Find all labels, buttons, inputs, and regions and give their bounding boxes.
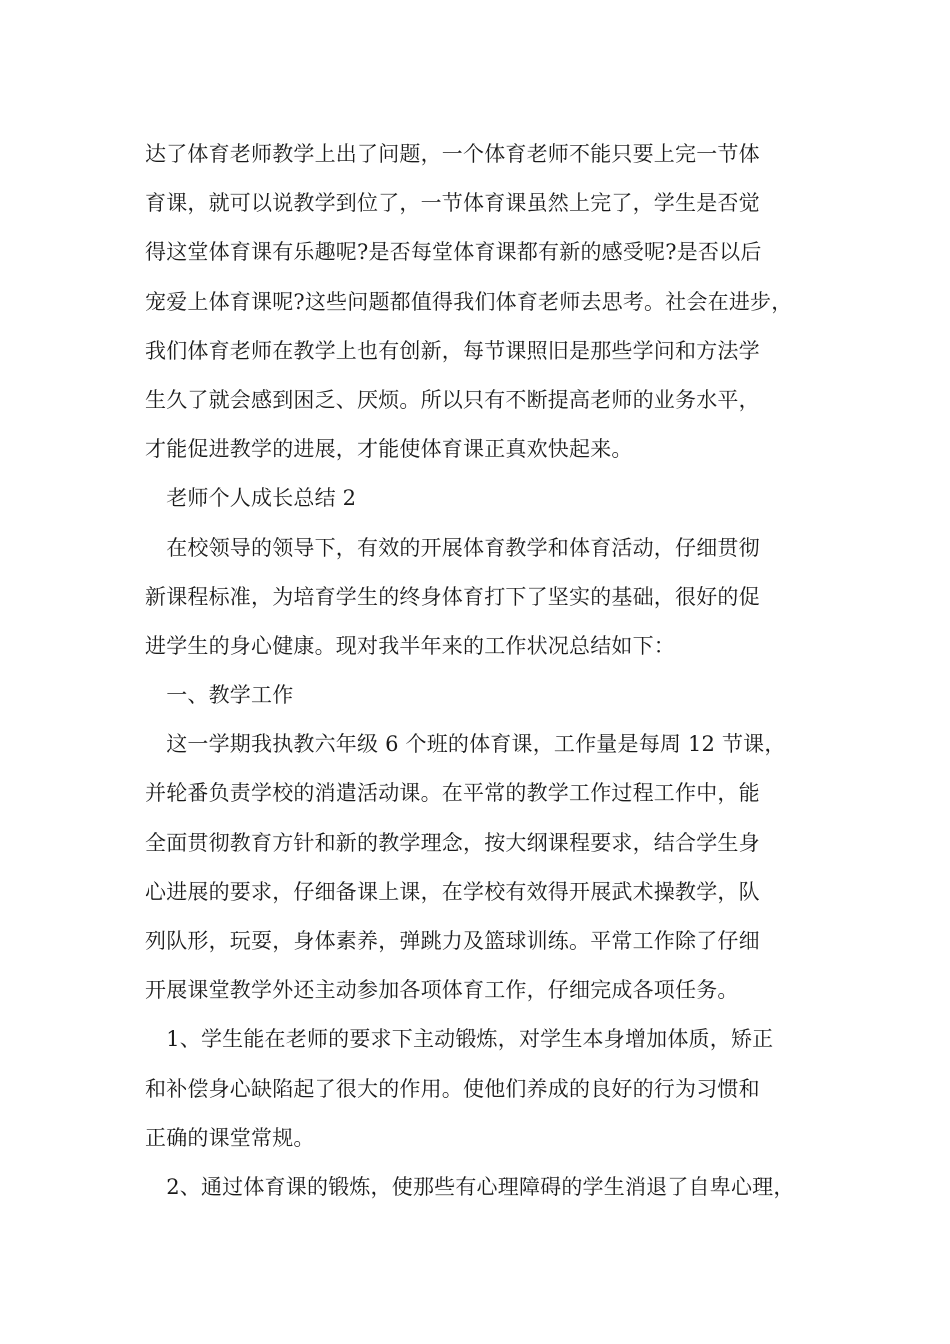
text-line: 这一学期我执教六年级 6 个班的体育课，工作量是每周 12 节课， xyxy=(145,732,786,757)
list-item-line: 2、通过体育课的锻炼，使那些有心理障碍的学生消退了自卑心理， xyxy=(145,1174,795,1199)
text-line: 才能促进教学的进展，才能使体育课正真欢快起来。 xyxy=(145,437,633,462)
text-line: 新课程标准，为培育学生的终身体育打下了坚实的基础，很好的促 xyxy=(145,584,760,609)
text-line: 并轮番负责学校的消遣活动课。在平常的教学工作过程工作中，能 xyxy=(145,781,760,806)
body-text xyxy=(145,130,817,1212)
text-line: 育课，就可以说教学到位了，一节体育课虽然上完了，学生是否觉 xyxy=(145,191,760,216)
text-line: 达了体育老师教学上出了问题，一个体育老师不能只要上完一节体 xyxy=(145,142,760,166)
text-line: 进学生的身心健康。现对我半年来的工作状况总结如下： xyxy=(145,633,675,658)
text-line: 得这堂体育课有乐趣呢?是否每堂体育课都有新的感受呢?是否以后 xyxy=(145,240,762,265)
list-item-line: 1、学生能在老师的要求下主动锻炼，对学生本身增加体质，矫正 xyxy=(145,1027,774,1052)
text-line: 正确的课堂常规。 xyxy=(145,1125,315,1150)
text-line: 在校领导的领导下，有效的开展体育教学和体育活动，仔细贯彻 xyxy=(145,535,760,560)
text-line: 全面贯彻教育方针和新的教学理念，按大纲课程要求，结合学生身 xyxy=(145,830,760,855)
text-line: 和补偿身心缺陷起了很大的作用。使他们养成的良好的行为习惯和 xyxy=(145,1076,760,1101)
text-line: 心进展的要求，仔细备课上课，在学校有效得开展武术操教学，队 xyxy=(145,879,760,904)
text-line: 开展课堂教学外还主动参加各项体育工作，仔细完成各项任务。 xyxy=(145,978,739,1003)
text-line: 宠爱上体育课呢?这些问题都值得我们体育老师去思考。社会在进步， xyxy=(145,289,793,314)
section-heading: 老师个人成长总结 2 xyxy=(145,486,357,511)
text-line: 我们体育老师在教学上也有创新，每节课照旧是那些学问和方法学 xyxy=(145,338,760,363)
text-line: 列队形，玩耍，身体素养，弹跳力及篮球训练。平常工作除了仔细 xyxy=(145,929,760,953)
subsection-heading: 一、教学工作 xyxy=(145,683,294,708)
text-line: 生久了就会感到困乏、厌烦。所以只有不断提高老师的业务水平， xyxy=(145,387,760,412)
